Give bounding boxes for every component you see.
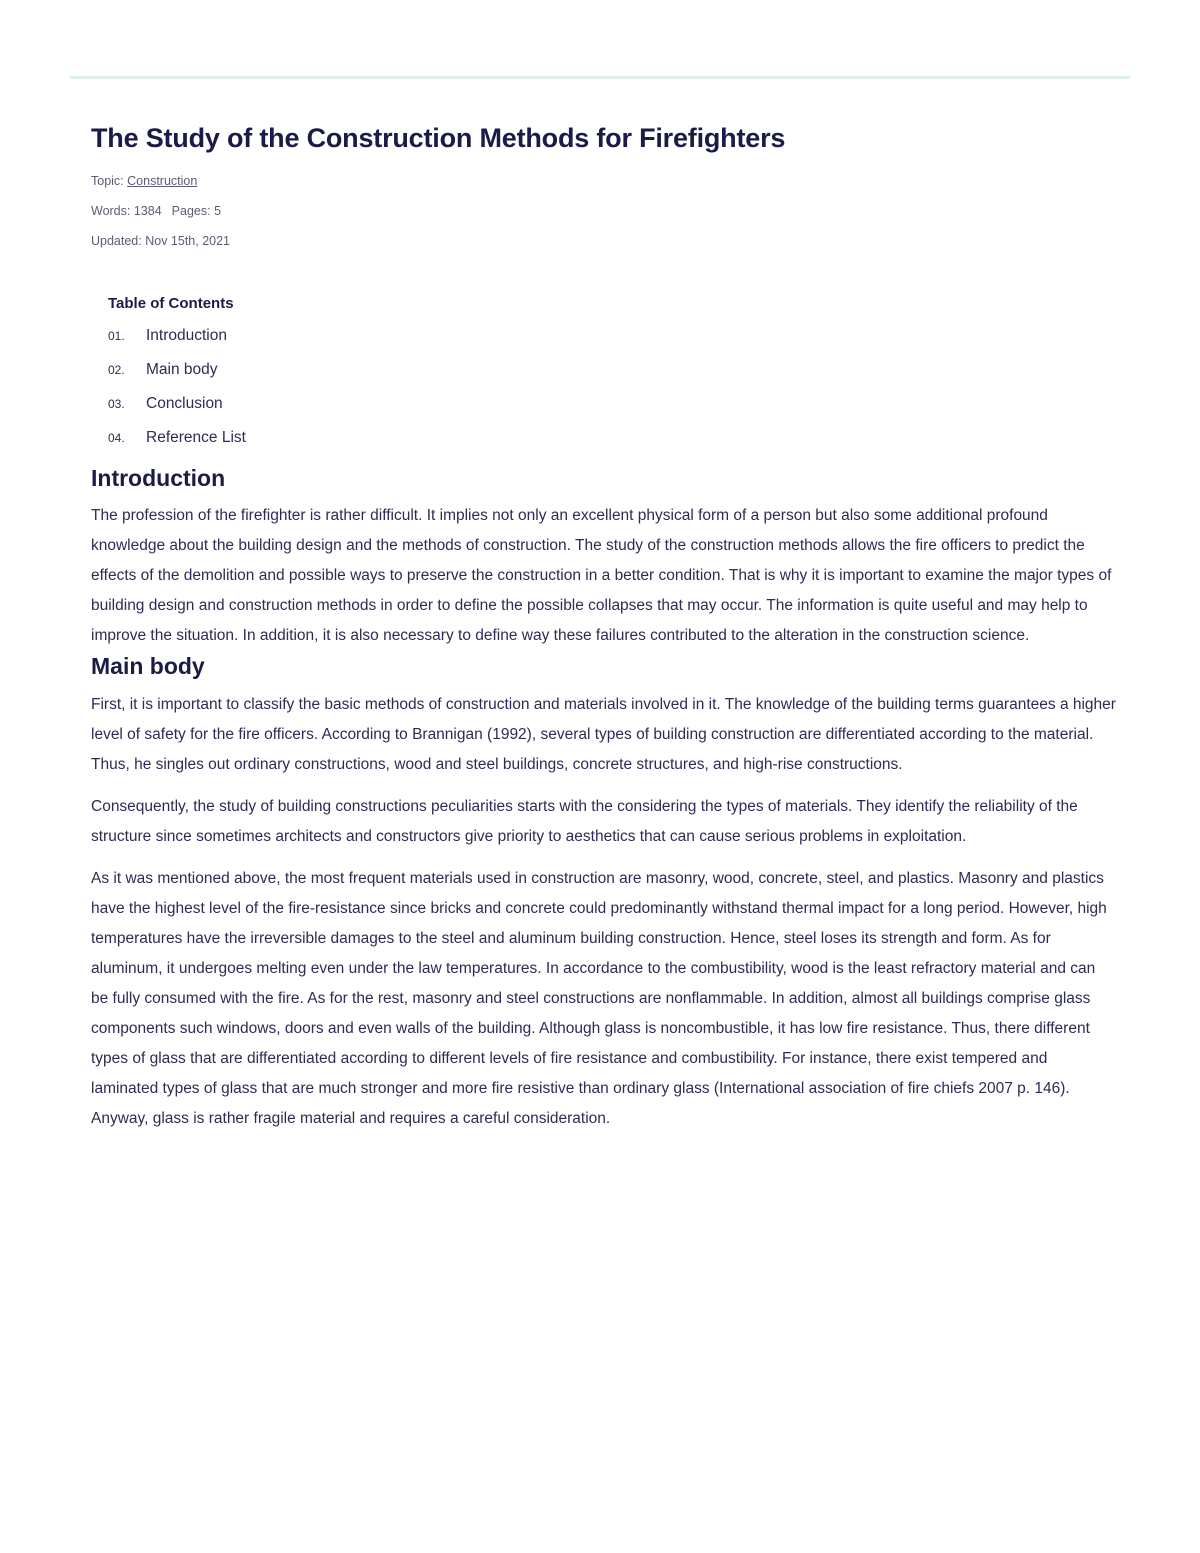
- toc-item-label[interactable]: Conclusion: [146, 395, 223, 412]
- toc-item-label[interactable]: Introduction: [146, 327, 227, 344]
- toc-item-reference-list[interactable]: [108, 429, 1116, 463]
- topic-link[interactable]: Construction: [127, 174, 198, 188]
- paragraph: Consequently, the study of building constructions peculiarities starts with the considering the types of materials. They identify the reliability of the structure since sometimes architects and constructors give priority to aesthetics that can cause serious problems in exploitation.: [91, 798, 1078, 845]
- toc-item-introduction[interactable]: [108, 327, 1116, 361]
- toc-item-number: 02.: [108, 363, 125, 377]
- toc-item-label[interactable]: Reference List: [146, 429, 246, 446]
- section-heading-main-body: Main body: [91, 653, 205, 679]
- topic-line: [91, 174, 1116, 204]
- page-title: The Study of the Construction Methods for Firefighters: [91, 123, 786, 153]
- toc-item-number: 03.: [108, 397, 125, 411]
- toc-title: Table of Contents: [108, 295, 234, 312]
- paragraph: The profession of the firefighter is rather difficult. It implies not only an excellent physical form of a person but also some additional profound knowledge about the building design and the methods of construction. The study of the construction methods allows the fire officers to predict the effects of the demolition and possible ways to preserve the construction in a better condition. That is why it is important to examine the major types of building design and construction methods in order to define the possible collapses that may occur. The information is quite useful and may help to improve the situation. In addition, it is also necessary to define way these failures contributed to the alteration in the construction science.: [91, 507, 1112, 644]
- words-label: Words:: [91, 204, 131, 218]
- section-main-body: [91, 651, 1116, 1134]
- paragraph: First, it is important to classify the basic methods of construction and materials involved in it. The knowledge of the building terms guarantees a higher level of safety for the fire officers. According to Brannigan (1992), several types of building construction are differentiated according to the material. Thus, he singles out ordinary constructions, wood and steel buildings, concrete structures, and high-rise constructions.: [91, 696, 1116, 773]
- updated-line: [91, 234, 1116, 264]
- section-introduction: [91, 463, 1116, 651]
- toc-list: [108, 327, 1116, 463]
- toc-item-main-body[interactable]: [108, 361, 1116, 395]
- toc-item-number: 01.: [108, 329, 125, 343]
- stats-line: [91, 204, 1116, 234]
- updated-label: Updated:: [91, 234, 142, 248]
- table-of-contents: [108, 294, 1116, 463]
- paragraph: As it was mentioned above, the most frequent materials used in construction are masonry, wood, concrete, steel, and plastics. Masonry and plastics have the highest level of the fire-resistance since bricks and concrete could predominantly withstand thermal impact for a long period. However, high temperatures have the irreversible damages to the steel and aluminum building construction. Hence, steel loses its strength and form. As for aluminum, it undergoes melting even under the law temperatures. In accordance to the combustibility, wood is the least refractory material and can be fully consumed with the fire. As for the rest, masonry and steel constructions are nonflammable. In addition, almost all buildings comprise glass components such windows, doors and even walls of the building. Although glass is noncombustible, it has low fire resistance. Thus, there different types of glass that are differentiated according to different levels of fire resistance and combustibility. For instance, there exist tempered and laminated types of glass that are much stronger and more fire resistive than ordinary glass (International association of fire chiefs 2007 p. 146). Anyway, glass is rather fragile material and requires a careful consideration.: [91, 870, 1107, 1127]
- document-page: [91, 118, 1116, 1134]
- toc-item-label[interactable]: Main body: [146, 361, 218, 378]
- header-divider: [70, 76, 1130, 79]
- topic-label: Topic:: [91, 174, 124, 188]
- pages-count: 5: [214, 204, 222, 218]
- words-count: 1384: [133, 204, 162, 218]
- document-meta: [91, 174, 1116, 264]
- section-heading-introduction: Introduction: [91, 465, 226, 491]
- updated-date: Nov 15th, 2021: [145, 234, 231, 248]
- toc-item-conclusion[interactable]: [108, 395, 1116, 429]
- toc-item-number: 04.: [108, 431, 125, 445]
- pages-label: Pages:: [171, 204, 211, 218]
